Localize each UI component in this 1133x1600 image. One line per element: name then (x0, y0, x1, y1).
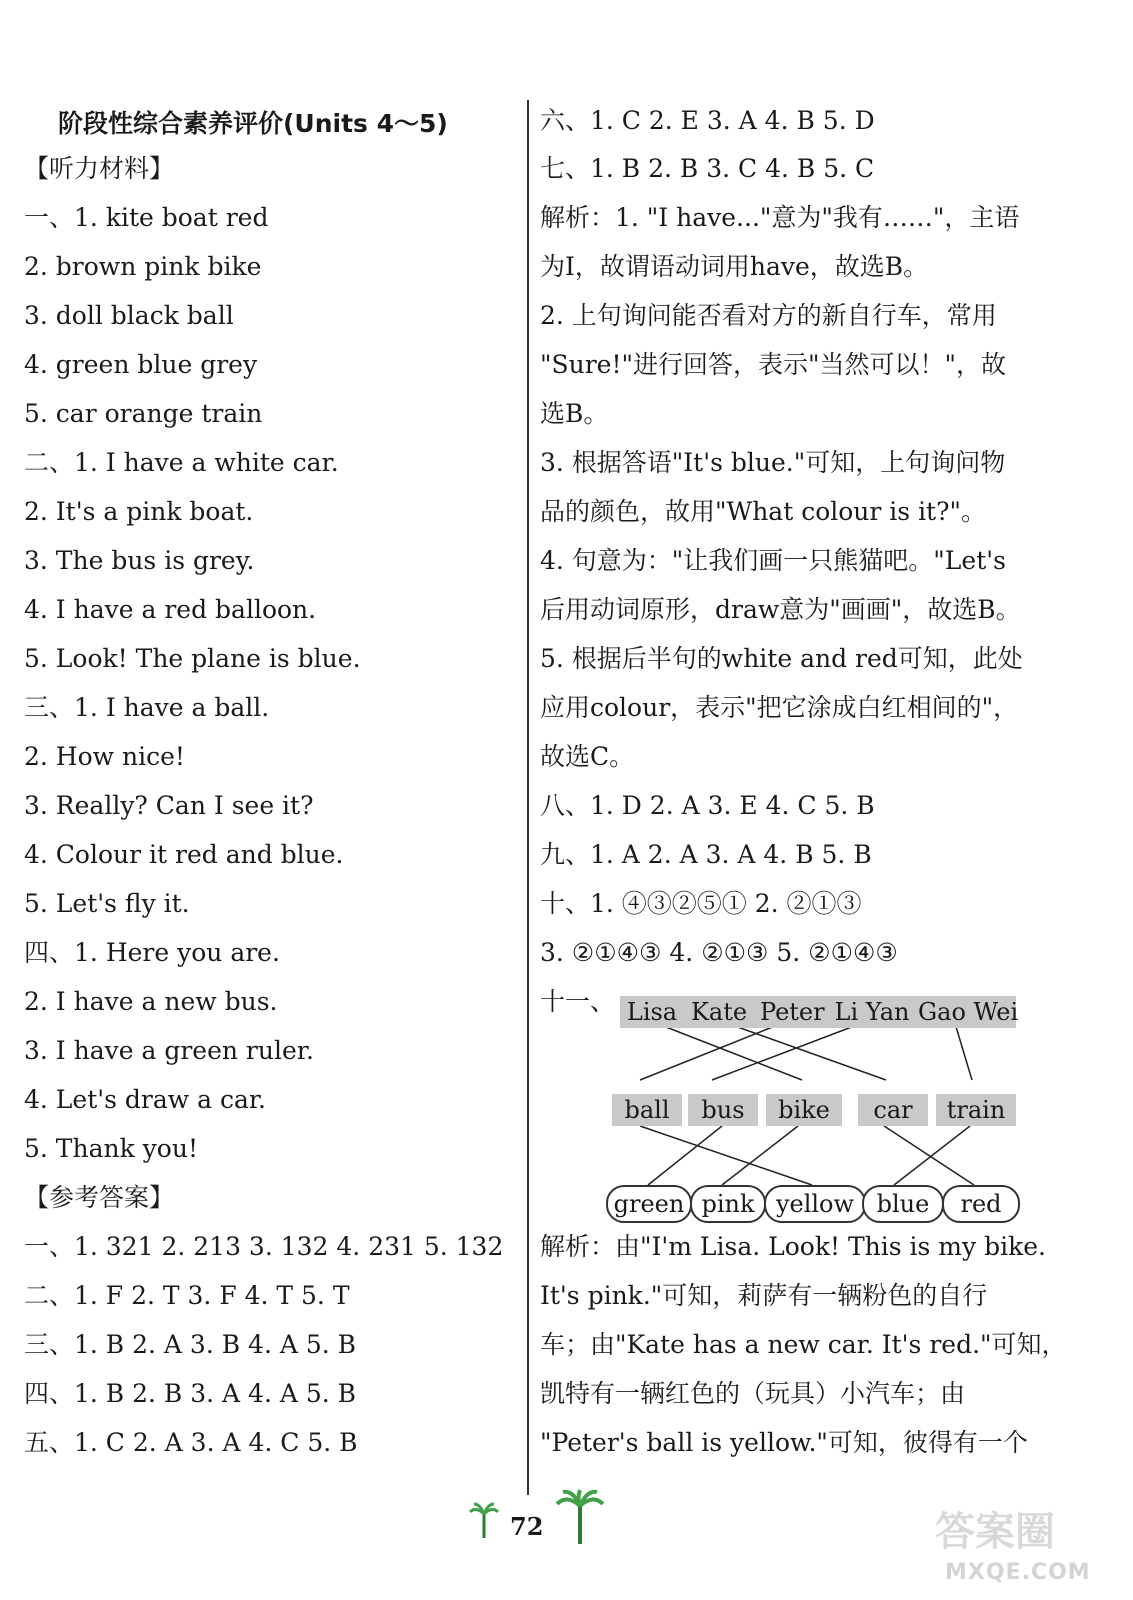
s4-item-3: 3. I have a green ruler. (24, 1036, 314, 1065)
explanation-line-6: 3. 根据答语"It's blue."可知，上句询问物 (540, 448, 1006, 477)
s1-item-4: 4. green blue grey (24, 350, 258, 379)
palm-tree-large-icon (555, 1488, 605, 1546)
answer-row-9: 九、1. A 2. A 3. A 4. B 5. B (540, 840, 872, 869)
link-car-red (884, 1126, 974, 1185)
link-kate-car (718, 1020, 886, 1080)
link-train-blue (894, 1126, 970, 1185)
s1-prefix: 一、 (24, 203, 75, 232)
answer-row-1: 一、1. 321 2. 213 3. 132 4. 231 5. 132 (24, 1232, 504, 1261)
s2-prefix: 二、 (24, 448, 75, 477)
explanation-11-line-5: "Peter's ball is yellow."可知，彼得有一个 (540, 1428, 1028, 1457)
watermark: 答案圈 (935, 1509, 1055, 1555)
explanation-line-9: 后用动词原形，draw意为"画画"，故选B。 (540, 595, 1021, 624)
answer-row-10b: 3. ②①④③ 4. ②①③ 5. ②①④③ (540, 938, 898, 967)
toy-chip-4: car (858, 1094, 928, 1126)
name-chip-5: Gao Wei (912, 996, 1016, 1028)
color-cloud-4: blue (862, 1185, 944, 1223)
color-cloud-3: yellow (764, 1185, 866, 1223)
s1-item-2: 2. brown pink bike (24, 252, 262, 281)
link-gaowei-train (954, 1020, 972, 1080)
s2-item-3: 3. The bus is grey. (24, 546, 255, 575)
s3-item-4: 4. Colour it red and blue. (24, 840, 344, 869)
explanation-11-line-1: 解析：由"I'm Lisa. Look! This is my bike. (540, 1232, 1046, 1261)
explanation-line-8: 4. 句意为："让我们画一只熊猫吧。"Let's (540, 546, 1006, 575)
answer-row-4: 四、1. B 2. B 3. A 4. A 5. B (24, 1379, 357, 1408)
color-cloud-2: pink (690, 1185, 766, 1223)
s2-text-1: 1. I have a white car. (74, 448, 339, 477)
s3-item-2: 2. How nice! (24, 742, 185, 771)
color-cloud-1: green (606, 1185, 692, 1223)
toy-chip-5: train (936, 1094, 1016, 1126)
s1-text-1: 1. kite boat red (74, 203, 269, 232)
toy-chip-1: ball (612, 1094, 682, 1126)
page-number: 72 (510, 1512, 544, 1541)
explanation-line-11: 应用colour，表示"把它涂成白红相间的"， (540, 693, 1019, 722)
listening-header: 【听力材料】 (24, 154, 175, 183)
name-chip-3: Peter (754, 996, 830, 1028)
s1-item-3: 3. doll black ball (24, 301, 234, 330)
explanation-line-12: 故选C。 (540, 742, 635, 771)
answer-row-6: 六、1. C 2. E 3. A 4. B 5. D (540, 106, 875, 135)
color-cloud-5: red (942, 1185, 1020, 1223)
link-peter-ball (640, 1020, 790, 1080)
answer-row-2: 二、1. F 2. T 3. F 4. T 5. T (24, 1281, 350, 1310)
s4-item-2: 2. I have a new bus. (24, 987, 278, 1016)
name-chip-1: Lisa (620, 996, 684, 1028)
explanation-line-3: 2. 上句询问能否看对方的新自行车，常用 (540, 301, 997, 330)
toy-chip-3: bike (766, 1094, 842, 1126)
palm-tree-icon (468, 1500, 500, 1540)
explanation-line-4: "Sure!"进行回答，表示"当然可以！"，故 (540, 350, 1007, 379)
page-title: 阶段性综合素养评价(Units 4～5) (58, 109, 448, 138)
answer-row-10a: 十、1. ④③②⑤① 2. ②①③ (540, 889, 862, 918)
answers-header: 【参考答案】 (24, 1183, 175, 1212)
link-bus-green (648, 1126, 722, 1185)
link-liyan-bus (712, 1020, 870, 1080)
s4-item-4: 4. Let's draw a car. (24, 1085, 267, 1114)
answer-row-5: 五、1. C 2. A 3. A 4. C 5. B (24, 1428, 358, 1457)
answer-row-3: 三、1. B 2. A 3. B 4. A 5. B (24, 1330, 357, 1359)
name-chip-2: Kate (684, 996, 754, 1028)
watermark-url: MXQE.COM (945, 1560, 1091, 1585)
explanation-11-line-3: 车；由"Kate has a new car. It's red."可知， (540, 1330, 1067, 1359)
s3-item-5: 5. Let's fly it. (24, 889, 190, 918)
explanation-line-5: 选B。 (540, 399, 609, 428)
answer-row-8: 八、1. D 2. A 3. E 4. C 5. B (540, 791, 875, 820)
s3-item-3: 3. Really? Can I see it? (24, 791, 314, 820)
explanation-line-1: 解析：1. "I have..."意为"我有……"，主语 (540, 203, 1020, 232)
name-chip-4: Li Yan (828, 996, 916, 1028)
s4-prefix: 四、 (24, 938, 75, 967)
explanation-11-line-2: It's pink."可知，莉萨有一辆粉色的自行 (540, 1281, 988, 1310)
explanation-line-2: 为I，故谓语动词用have，故选B。 (540, 252, 929, 281)
explanation-11-line-4: 凯特有一辆红色的（玩具）小汽车；由 (540, 1379, 966, 1408)
toy-chip-2: bus (688, 1094, 758, 1126)
s1-item-5: 5. car orange train (24, 399, 263, 428)
explanation-line-10: 5. 根据后半句的white and red可知，此处 (540, 644, 1023, 673)
explanation-line-7: 品的颜色，故用"What colour is it?"。 (540, 497, 987, 526)
link-lisa-bike (648, 1020, 802, 1080)
s4-item-5: 5. Thank you! (24, 1134, 198, 1163)
s2-item-4: 4. I have a red balloon. (24, 595, 317, 624)
s2-item-5: 5. Look! The plane is blue. (24, 644, 361, 673)
s4-text-1: 1. Here you are. (74, 938, 280, 967)
answer-11-label: 十一、 (540, 987, 616, 1016)
answer-row-7: 七、1. B 2. B 3. C 4. B 5. C (540, 154, 875, 183)
s2-item-2: 2. It's a pink boat. (24, 497, 254, 526)
s3-text-1: 1. I have a ball. (74, 693, 270, 722)
s3-prefix: 三、 (24, 693, 75, 722)
